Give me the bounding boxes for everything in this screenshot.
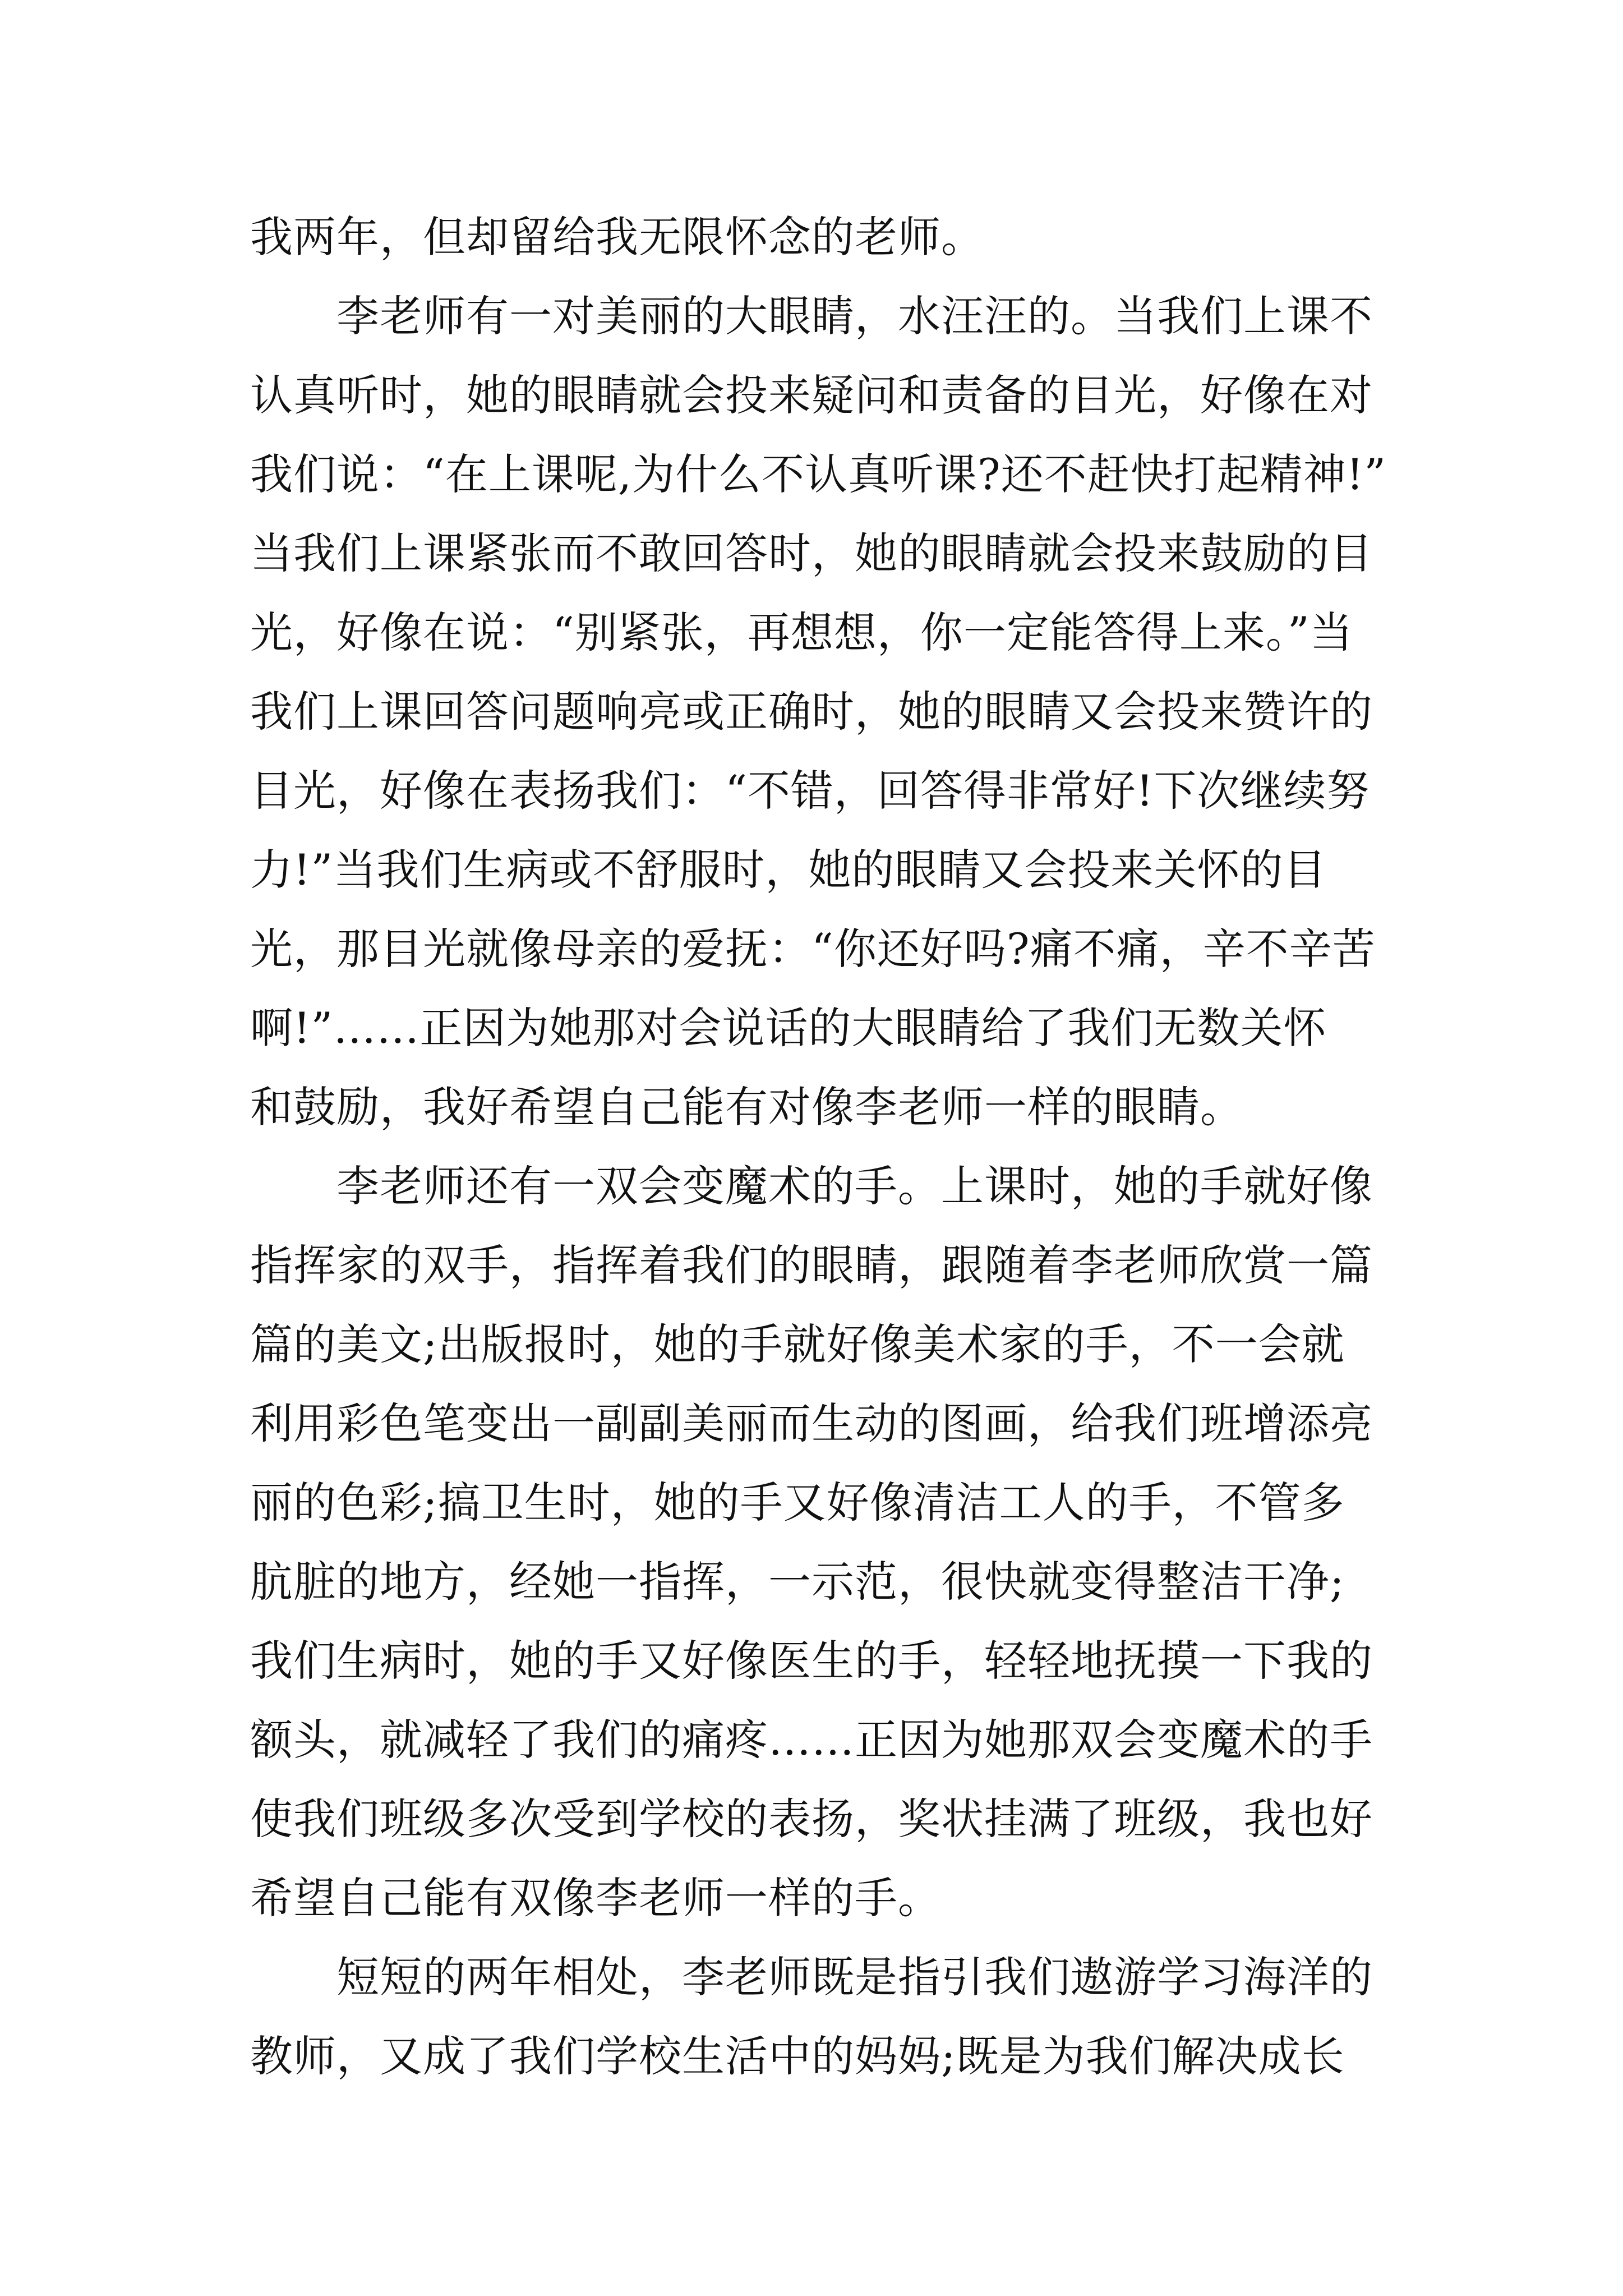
text-line: 我们上课回答问题响亮或正确时，她的眼睛又会投来赞许的	[250, 687, 1373, 737]
text-line: 我两年，但却留给我无限怀念的老师。	[250, 212, 984, 262]
text-line: 短短的两年相处，李老师既是指引我们遨游学习海洋的	[250, 1952, 1373, 2002]
text-line: 丽的色彩;搞卫生时，她的手又好像清洁工人的手，不管多	[250, 1478, 1345, 1527]
text-line: 额头，就减轻了我们的痛疼……正因为她那双会变魔术的手	[250, 1715, 1373, 1765]
text-line: 李老师还有一双会变魔术的手。上课时，她的手就好像	[250, 1161, 1373, 1211]
text-line: 光，好像在说：“别紧张，再想想，你一定能答得上来。”当	[250, 608, 1353, 657]
text-line: 使我们班级多次受到学校的表扬，奖状挂满了班级，我也好	[250, 1794, 1373, 1844]
text-line: 指挥家的双手，指挥着我们的眼睛，跟随着李老师欣赏一篇	[250, 1240, 1373, 1290]
text-line: 李老师有一对美丽的大眼睛，水汪汪的。当我们上课不	[250, 291, 1373, 341]
text-line: 当我们上课紧张而不敢回答时，她的眼睛就会投来鼓励的目	[250, 528, 1373, 578]
text-line: 啊!”……正因为她那对会说话的大眼睛给了我们无数关怀	[250, 1003, 1327, 1053]
text-line: 利用彩色笔变出一副副美丽而生动的图画，给我们班增添亮	[250, 1398, 1373, 1448]
text-line: 认真听时，她的眼睛就会投来疑问和责备的目光，好像在对	[250, 370, 1373, 420]
text-line: 我们生病时，她的手又好像医生的手，轻轻地抚摸一下我的	[250, 1636, 1373, 1686]
text-line: 教师，又成了我们学校生活中的妈妈;既是为我们解决成长	[250, 2031, 1345, 2081]
text-line: 光，那目光就像母亲的爱抚：“你还好吗?痛不痛，辛不辛苦	[250, 924, 1376, 974]
text-line: 目光，好像在表扬我们：“不错，回答得非常好!下次继续努	[250, 766, 1370, 816]
text-line: 希望自己能有双像李老师一样的手。	[250, 1873, 941, 1923]
text-line: 肮脏的地方，经她一指挥，一示范，很快就变得整洁干净;	[250, 1557, 1345, 1607]
text-line: 力!”当我们生病或不舒服时，她的眼睛又会投来关怀的目	[250, 845, 1327, 895]
essay-text	[250, 197, 1394, 2096]
text-line: 和鼓励，我好希望自己能有对像李老师一样的眼睛。	[250, 1082, 1243, 1132]
text-line: 我们说：“在上课呢,为什么不认真听课?还不赶快打起精神!”	[250, 449, 1387, 499]
text-line: 篇的美文;出版报时，她的手就好像美术家的手，不一会就	[250, 1319, 1345, 1369]
